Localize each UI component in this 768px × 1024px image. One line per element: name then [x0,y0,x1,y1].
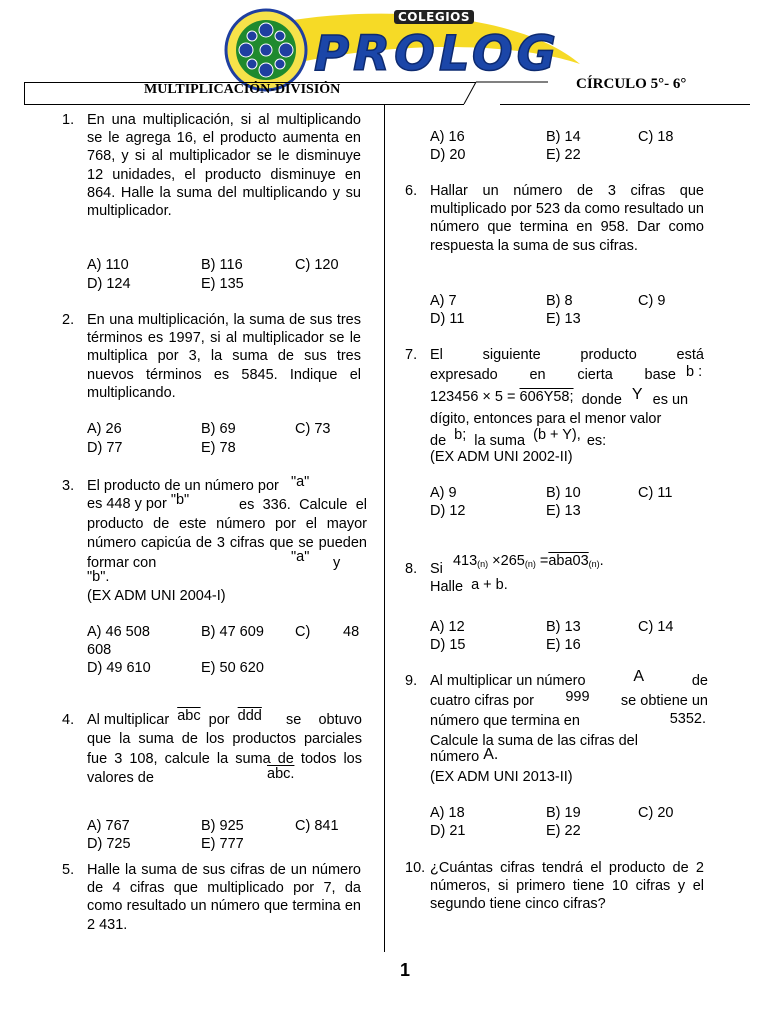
text-segment: la suma [474,433,526,449]
var-b: "b" [170,492,190,508]
option-e: E) 777 [201,836,244,852]
text-segment: de [430,433,447,449]
option-a: A) 12 [430,619,465,635]
var-a: A. [483,746,499,763]
text-segment: base [644,367,676,383]
option-c: C) [295,624,311,640]
question-number: 8. [405,561,418,577]
q7-line5 [430,426,607,449]
text-segment: cierta [577,367,613,383]
header-rule-right [500,104,750,105]
option-d: D) 15 [430,637,466,653]
question-text-cont [87,496,367,573]
question-number: 6. [405,183,418,199]
base-subscript: (n) [588,559,600,569]
text-segment: Al multiplicar un número [430,673,586,689]
topic-title: MULTIPLICACIÓN-DIVISIÓN [144,82,341,97]
option-b: B) 69 [201,421,236,437]
question-number: 5. [62,862,75,878]
text-segment: está [676,347,704,363]
text-segment: donde [581,392,622,408]
option-b: B) 47 609 [201,624,264,640]
option-b: B) 8 [546,293,573,309]
option-a: A) 16 [430,129,465,145]
question-text: ¿Cuántas cifras tendrá el producto de 2 números, si primero tiene 10 cifras y el segundo tiene cinco cifras? [430,860,704,913]
option-a: A) 767 [87,818,130,834]
text-segment: es 336. Calcule el producto de este número por el mayor número capicúa de 3 cifras que se pueden formar con [87,497,367,571]
option-c: C) 841 [295,818,339,834]
text-segment: Halle [430,579,464,595]
page-number: 1 [400,960,411,980]
equation-right: 606Y58; [519,389,574,405]
question-text: En una multiplicación, si al multiplicando se le agrega 16, el producto aumenta en 768, y si al multiplicador se le disminuye 12 unidades, el producto disminuye en 864. Halle la suma del multiplicando y su multiplicador. [87,112,361,220]
text-segment: El producto de un número por [87,478,279,494]
option-b: B) 925 [201,818,244,834]
q9-line5 [430,748,498,766]
var-b: "b". [87,569,110,585]
equals-symbol: = [539,553,549,569]
q9-line2 [430,689,708,710]
text-segment: número [430,749,480,765]
option-c: C) 11 [638,485,673,501]
option-b: B) 19 [546,805,581,821]
source-note: (EX ADM UNI 2004-I) [87,588,226,604]
option-c: C) 120 [295,257,339,273]
text-segment: expresado [430,367,498,383]
option-e: E) 13 [546,503,581,519]
text-segment: por [208,712,230,728]
option-c-value-wrap: 608 [87,642,112,658]
expr-sum: (b + Y), [533,427,581,443]
header-rule-bottom [24,104,464,105]
number-413: 413 [452,553,478,569]
text-segment: Al multiplicar [87,712,170,728]
option-d: D) 124 [87,276,131,292]
q9-line3 [430,712,706,730]
question-number: 9. [405,673,418,689]
option-e: E) 50 620 [201,660,264,676]
var-abc: abc. [267,766,295,782]
equation-left: 123456 × 5 = [430,389,520,405]
text-segment: El [430,347,443,363]
option-a: A) 18 [430,805,465,821]
option-e: E) 16 [546,637,581,653]
option-c: C) 20 [638,805,674,821]
base-subscript: (n) [524,559,536,569]
question-text: se obtuvo que la suma de los productos parciales fue 3 108, calcule la suma de todos los valores de [87,712,362,787]
source-note: (EX ADM UNI 2002-II) [430,449,573,465]
text-segment: producto [580,347,637,363]
var-b: b; [454,427,467,443]
number-aba03: aba03 [548,553,589,569]
text-segment: cuatro cifras por [430,693,534,709]
var-a: "a" [290,474,310,490]
option-e: E) 22 [546,823,581,839]
source-note: (EX ADM UNI 2013-II) [430,769,573,785]
option-a: A) 110 [87,257,129,273]
option-c: C) 9 [638,293,666,309]
text-segment: es 448 y por [87,496,167,512]
option-e: E) 13 [546,311,581,327]
expr-a-plus-b: a + b. [471,577,508,593]
var-y: Y [631,386,643,403]
text-segment: es: [586,433,607,449]
option-a: A) 26 [87,421,122,437]
text-segment: siguiente [482,347,541,363]
question-number: 1. [62,112,75,128]
option-b: B) 13 [546,619,581,635]
text-segment: Si [430,561,443,577]
number-5352: 5352. [669,711,706,727]
option-d: D) 20 [430,147,466,163]
option-b: B) 10 [546,485,581,501]
option-d: D) 49 610 [87,660,151,676]
option-d: D) 725 [87,836,131,852]
q7-equation-line [430,388,688,406]
option-c: C) 73 [295,421,331,437]
var-a: "a" [291,549,310,565]
question-number: 2. [62,312,75,328]
question-number: 3. [62,478,75,494]
q8-line2 [430,578,508,596]
header-rule-left [24,82,25,104]
text-segment: número que termina en [430,713,580,729]
option-a: A) 9 [430,485,457,501]
option-a: A) 46 508 [87,624,150,640]
var-a: A [633,668,645,685]
text-segment: en [529,367,546,383]
option-c: C) 18 [638,129,674,145]
number-999: 999 [565,689,590,705]
text-segment: de [691,673,708,689]
base-subscript: (n) [477,559,489,569]
option-a: A) 7 [430,293,457,309]
text-segment: dígito, entonces para el menor valor [430,411,662,427]
option-c-value: 48 [343,624,360,640]
question-number: 7. [405,347,418,363]
text-segment: se obtiene un [620,693,708,709]
var-ddd: $\overline{ddd}$ [237,708,262,724]
question-number: 4. [62,712,75,728]
question-text: Halle la suma de sus cifras de un número de 4 cifras que multiplicado por 7, da como resultado un número que termina en 2 431. [87,862,361,933]
times-symbol: × [492,553,501,569]
option-d: D) 12 [430,503,466,519]
option-d: D) 77 [87,440,123,456]
text-segment: y [333,555,341,571]
option-e: E) 22 [546,147,581,163]
question-number: 10. [405,860,426,876]
column-divider [384,104,385,952]
option-c: C) 14 [638,619,674,635]
question-text: Hallar un número de 3 cifras que multiplicado por 523 da como resultado un número que termina en 958. Dar como respuesta la suma de sus cifras. [430,183,704,254]
option-d: D) 21 [430,823,466,839]
q7-line1 [430,346,704,364]
option-b: B) 14 [546,129,581,145]
brand-name: PROLOG [314,26,561,82]
number-265: 265 [500,553,525,569]
option-d: D) 11 [430,311,465,327]
var-base: b : [686,364,703,380]
circle-title: CÍRCULO 5°- 6° [576,76,687,92]
q8-equation-line [430,552,604,577]
text-segment: Calcule la suma de las cifras del [430,733,638,749]
option-e: E) 135 [201,276,244,292]
text-segment: es un [652,392,689,408]
q7-line2 [430,366,676,384]
option-b: B) 116 [201,257,243,273]
question-text: En una multiplicación, la suma de sus tres términos es 1997, si al multiplicador se le multiplica por 3, la suma de sus tres nuevos términos es 5845. Indique el multiplicando. [87,312,361,401]
colegios-label: COLEGIOS [394,10,474,24]
period: . [599,553,604,569]
option-e: E) 78 [201,440,236,456]
var-abc: $\overline{abc}$ [177,708,201,724]
